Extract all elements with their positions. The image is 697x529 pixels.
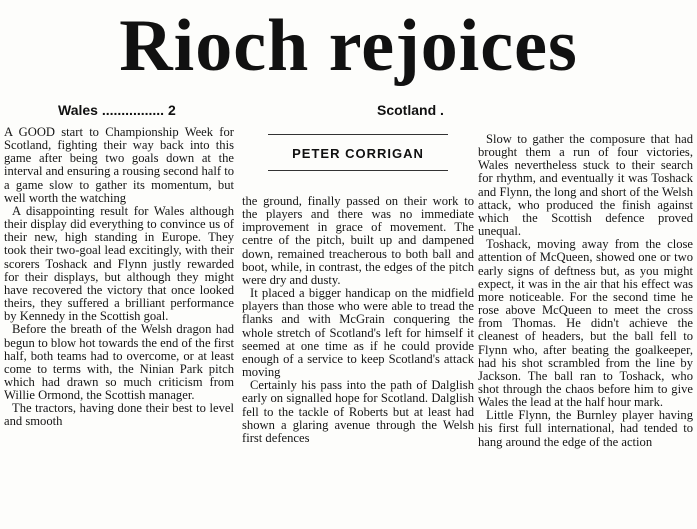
paragraph: Before the breath of the Welsh dragon had begun to blow hot towards the end of the first half, both teams had to overcome, or at least come to terms with, the Ninian Park pitch which had drawn so much criticism from Willie Ormond, the Scottish manager.	[4, 322, 234, 403]
paragraph: It placed a bigger handicap on the midfield players than those who were able to tread the flanks and with McGrain conquering the whole stretch of Scotland's left for himself it seemed at one time as if he could provide enough of a service to keep Scotland's attack moving	[242, 286, 474, 380]
paragraph: Slow to gather the composure that had brought them a run of four victories, Wales nevertheless stuck to their search for rhythm, and eventually it was Toshack and Flynn, the long and short of the Welsh attack, who produced the finish against which the Scottish defence proved unequal.	[478, 132, 693, 239]
paragraph: The tractors, having done their best to level and smooth	[4, 401, 234, 429]
paragraph: Certainly his pass into the path of Dalglish early on signalled hope for Scotland. Dalglish fell to the tackle of Roberts but at least had shown a glaring avenue through the Welsh first defences	[242, 378, 474, 445]
article-column-1	[4, 126, 234, 429]
byline-rule-top	[268, 134, 448, 135]
byline: PETER CORRIGAN	[292, 146, 424, 161]
paragraph: Toshack, moving away from the close attention of McQueen, showed one or two early signs of deftness but, as you might expect, it was in the air that his effect was more noticeable. For the second time he rose above McQueen to meet the cross from Thomas. He didn't achieve the cleanest of headers, but the ball fell to Flynn who, after beating the goalkeeper, had his shot scrambled from the line by Jackson. The ball ran to Toshack, who shot through the chaos before him to give Wales the lead at the half hour mark.	[478, 237, 693, 410]
score-away: Scotland .	[377, 102, 444, 118]
article-column-2	[242, 195, 474, 445]
paragraph: A GOOD start to Championship Week for Scotland, fighting their way back into this game after being two goals down at the interval and ensuring a rousing second half to a game slow to gather its momentum, but well worth the watching	[4, 125, 234, 205]
paragraph: Little Flynn, the Burnley player having his first full international, had tended to hang around the edge of the action	[478, 408, 693, 449]
byline-rule-bottom	[268, 170, 448, 171]
article-column-3	[478, 133, 693, 449]
headline: Rioch rejoices	[119, 5, 578, 87]
score-home: Wales ................ 2	[58, 102, 176, 118]
paragraph: the ground, finally passed on their work to the players and there was no immediate improvement in grace of movement. The centre of the pitch, built up and dampened down, remained treacherous to both ball and boot, while, in contrast, the edges of the pitch were dry and dusty.	[242, 194, 474, 287]
paragraph: A disappointing result for Wales although their display did everything to convince us of their new, high standing in Europe. They took their two-goal lead excitingly, with their scorers Toshack and Flynn justly rewarded for their displays, but although they might have recovered the victory that once looked theirs, they suffered a brilliant performance by Kennedy in the Scottish goal.	[4, 203, 234, 324]
